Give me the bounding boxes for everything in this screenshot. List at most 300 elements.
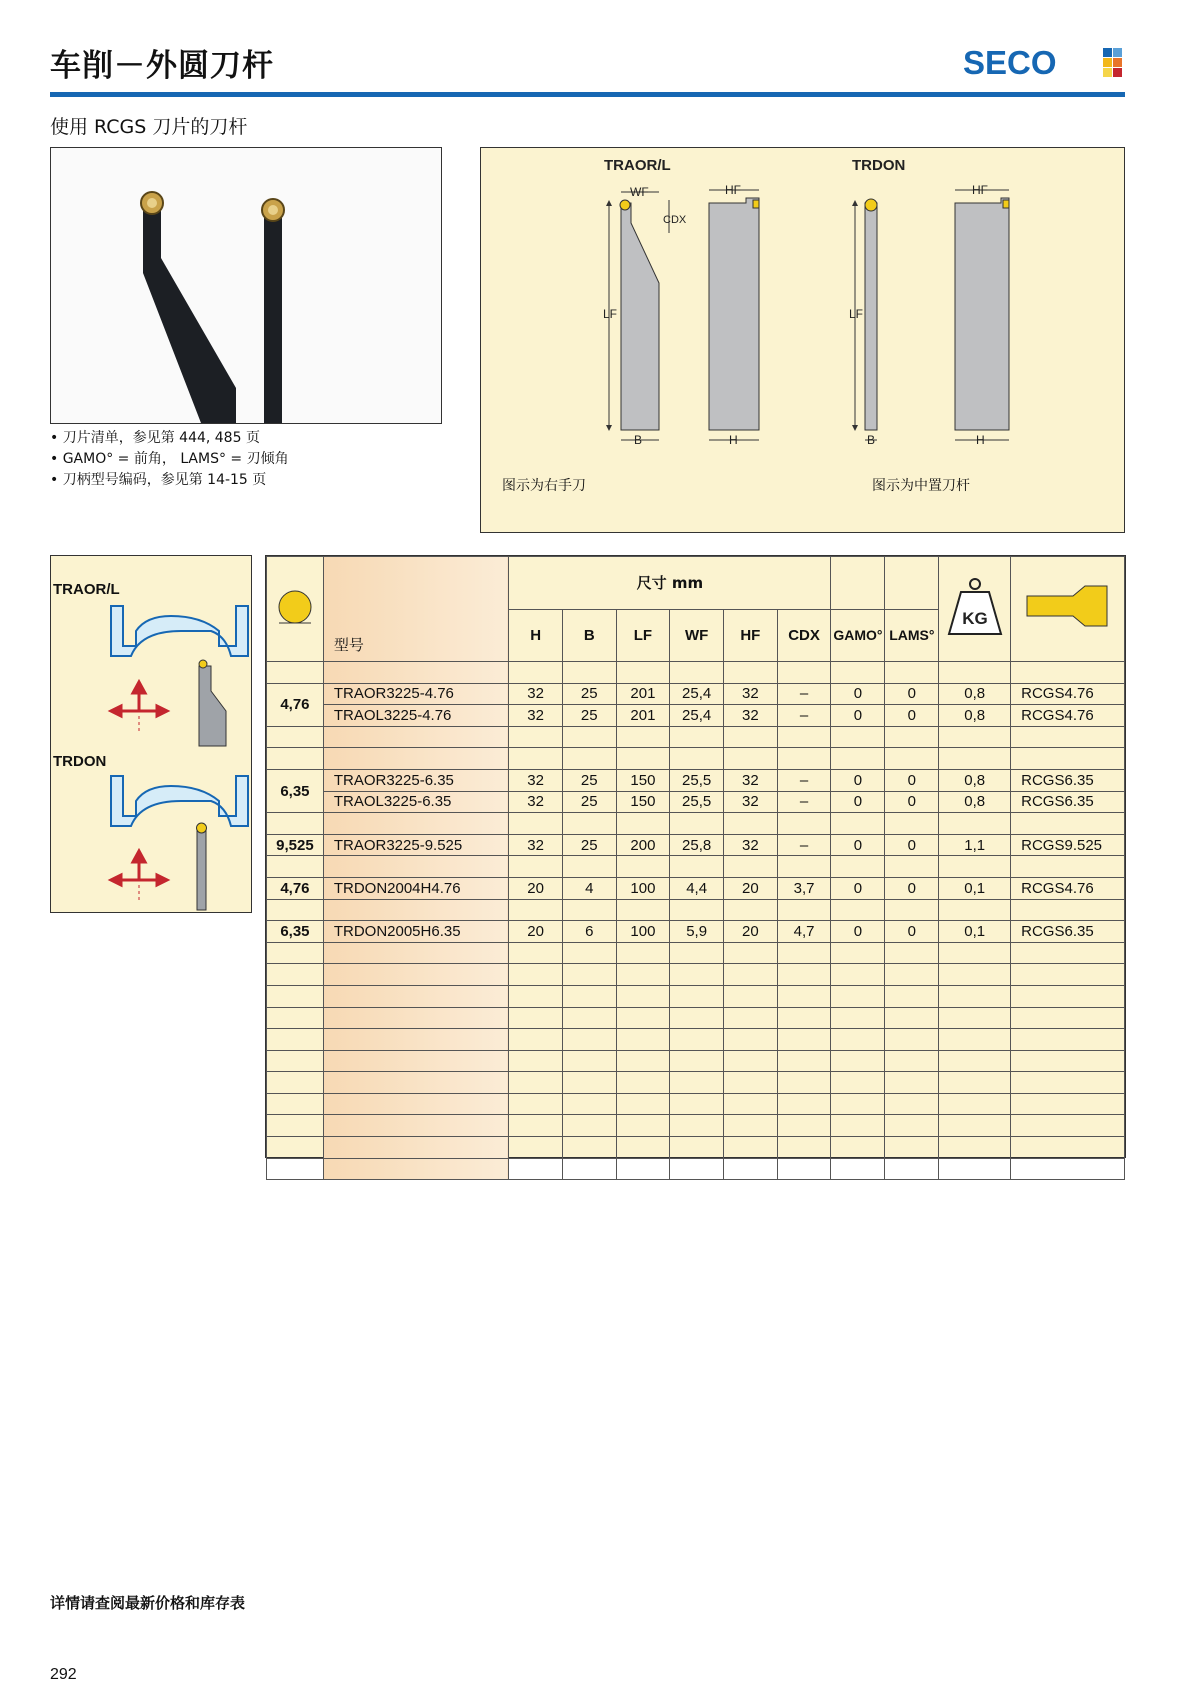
value-cell: 32 <box>509 834 563 856</box>
size-cell <box>267 1093 324 1115</box>
note-item: • GAMO° = 前角， LAMS° = 刃倾角 <box>50 451 289 467</box>
size-cell: 4,76 <box>267 877 324 899</box>
model-cell: TRAOR3225-6.35 <box>323 769 509 791</box>
size-cell <box>267 726 324 748</box>
value-cell: 200 <box>616 834 670 856</box>
value-cell <box>777 726 831 748</box>
value-cell <box>939 985 1011 1007</box>
value-cell <box>616 726 670 748</box>
value-cell: 4 <box>562 877 616 899</box>
value-cell <box>670 748 724 770</box>
dim-h-right: H <box>976 433 985 447</box>
value-cell <box>562 1158 616 1180</box>
size-cell <box>267 1050 324 1072</box>
insert-cell <box>1011 1137 1125 1159</box>
model-cell: TRDON2004H4.76 <box>323 877 509 899</box>
value-cell <box>670 1007 724 1029</box>
value-cell <box>777 899 831 921</box>
value-cell <box>777 985 831 1007</box>
insert-cell <box>1011 856 1125 878</box>
value-cell: 0 <box>831 683 885 705</box>
table-row <box>267 769 1125 791</box>
value-cell <box>616 1007 670 1029</box>
value-cell <box>616 1072 670 1094</box>
model-cell <box>323 942 509 964</box>
insert-cell: RCGS4.76 <box>1011 705 1125 727</box>
value-cell <box>562 748 616 770</box>
value-cell <box>885 964 939 986</box>
model-cell <box>323 1137 509 1159</box>
value-cell: 25 <box>562 791 616 813</box>
size-cell <box>267 985 324 1007</box>
value-cell <box>616 1093 670 1115</box>
value-cell <box>670 1115 724 1137</box>
value-cell <box>885 942 939 964</box>
value-cell <box>885 1158 939 1180</box>
value-cell <box>777 856 831 878</box>
lams-header-top <box>885 557 939 610</box>
value-cell <box>831 662 885 684</box>
model-cell <box>323 662 509 684</box>
value-cell <box>562 726 616 748</box>
value-cell: – <box>777 834 831 856</box>
col-header-lf: LF <box>616 610 670 662</box>
value-cell: 0 <box>831 921 885 943</box>
table-row <box>267 683 1125 705</box>
table-spacer-row <box>267 1115 1125 1137</box>
value-cell <box>777 662 831 684</box>
value-cell: 20 <box>509 921 563 943</box>
value-cell <box>616 662 670 684</box>
table-spacer-row <box>267 1158 1125 1180</box>
value-cell <box>885 1007 939 1029</box>
value-cell <box>939 964 1011 986</box>
col-header-gamo: GAMO° <box>831 610 885 662</box>
table-spacer-row <box>267 1050 1125 1072</box>
value-cell: 6 <box>562 921 616 943</box>
value-cell: 25,4 <box>670 683 724 705</box>
value-cell <box>724 1158 778 1180</box>
value-cell <box>509 899 563 921</box>
value-cell <box>939 662 1011 684</box>
value-cell <box>939 1007 1011 1029</box>
value-cell <box>885 985 939 1007</box>
value-cell <box>562 1072 616 1094</box>
value-cell: 32 <box>509 791 563 813</box>
value-cell <box>831 1115 885 1137</box>
value-cell <box>616 856 670 878</box>
value-cell <box>509 1050 563 1072</box>
value-cell <box>724 813 778 835</box>
table-spacer-row <box>267 748 1125 770</box>
dimension-diagram <box>480 147 1125 533</box>
value-cell <box>509 1029 563 1051</box>
value-cell <box>777 1050 831 1072</box>
note-item: • 刀柄型号编码，参见第 14-15 页 <box>50 472 267 488</box>
value-cell <box>777 1115 831 1137</box>
value-cell <box>670 1137 724 1159</box>
size-cell: 6,35 <box>267 921 324 943</box>
footer-note: 详情请查阅最新价格和库存表 <box>50 1594 246 1612</box>
value-cell <box>616 942 670 964</box>
toolholder-photo <box>51 148 441 423</box>
size-cell <box>267 1007 324 1029</box>
value-cell: 32 <box>724 791 778 813</box>
model-cell: TRAOR3225-9.525 <box>323 834 509 856</box>
value-cell <box>670 662 724 684</box>
insert-header <box>1011 557 1125 662</box>
value-cell <box>939 899 1011 921</box>
value-cell <box>509 1072 563 1094</box>
weight-label: KG <box>961 608 988 628</box>
model-cell: TRAOL3225-4.76 <box>323 705 509 727</box>
insert-cell <box>1011 964 1125 986</box>
size-cell <box>267 813 324 835</box>
value-cell: 4,4 <box>670 877 724 899</box>
value-cell <box>939 1093 1011 1115</box>
value-cell <box>939 726 1011 748</box>
model-cell: TRAOR3225-4.76 <box>323 683 509 705</box>
value-cell <box>670 726 724 748</box>
value-cell <box>885 1072 939 1094</box>
value-cell: 25,8 <box>670 834 724 856</box>
value-cell <box>885 726 939 748</box>
value-cell <box>831 748 885 770</box>
value-cell: 201 <box>616 683 670 705</box>
insert-cell <box>1011 899 1125 921</box>
insert-cell <box>1011 748 1125 770</box>
value-cell: 32 <box>724 834 778 856</box>
value-cell: – <box>777 705 831 727</box>
diagram-right-title: TRDON <box>852 157 906 174</box>
insert-cell <box>1011 662 1125 684</box>
insert-cell: RCGS4.76 <box>1011 877 1125 899</box>
value-cell <box>831 856 885 878</box>
application-panel <box>50 555 252 913</box>
value-cell: – <box>777 791 831 813</box>
insert-size-header <box>267 557 324 662</box>
value-cell <box>616 964 670 986</box>
value-cell <box>831 964 885 986</box>
value-cell: 3,7 <box>777 877 831 899</box>
value-cell <box>724 1072 778 1094</box>
insert-cell <box>1011 813 1125 835</box>
value-cell <box>831 1072 885 1094</box>
value-cell <box>885 1050 939 1072</box>
value-cell <box>885 1029 939 1051</box>
value-cell <box>831 1007 885 1029</box>
value-cell <box>724 1093 778 1115</box>
size-cell <box>267 1115 324 1137</box>
value-cell <box>509 985 563 1007</box>
value-cell: 25,4 <box>670 705 724 727</box>
insert-cell <box>1011 1029 1125 1051</box>
spec-table <box>266 556 1125 1180</box>
table-spacer-row <box>267 662 1125 684</box>
dim-lf-left: LF <box>603 307 618 321</box>
col-header-b: B <box>562 610 616 662</box>
diagram-caption-right: 图示为中置刀杆 <box>872 478 970 494</box>
dimension-group-header: 尺寸 mm <box>509 557 831 610</box>
value-cell: 4,7 <box>777 921 831 943</box>
value-cell <box>509 942 563 964</box>
value-cell <box>885 813 939 835</box>
model-cell <box>323 899 509 921</box>
size-cell <box>267 1158 324 1180</box>
product-photo <box>50 147 442 424</box>
value-cell: 32 <box>724 705 778 727</box>
value-cell <box>724 964 778 986</box>
value-cell: – <box>777 769 831 791</box>
insert-cell: RCGS6.35 <box>1011 769 1125 791</box>
value-cell <box>670 1050 724 1072</box>
insert-cell <box>1011 1072 1125 1094</box>
value-cell: 0 <box>831 834 885 856</box>
dim-lf-right: LF <box>849 307 864 321</box>
value-cell <box>562 1007 616 1029</box>
value-cell: 25 <box>562 769 616 791</box>
dim-h-left: H <box>729 433 738 447</box>
model-cell <box>323 1050 509 1072</box>
value-cell <box>509 964 563 986</box>
diagram-caption-left: 图示为右手刀 <box>502 478 586 494</box>
model-header: 型号 <box>323 557 509 662</box>
value-cell <box>724 1029 778 1051</box>
dim-cdx: CDX <box>663 214 687 226</box>
value-cell <box>831 1137 885 1159</box>
value-cell: 32 <box>509 683 563 705</box>
col-header-wf: WF <box>670 610 724 662</box>
note-item: • 刀片清单，参见第 444, 485 页 <box>50 430 260 446</box>
table-spacer-row <box>267 1072 1125 1094</box>
table-spacer-row <box>267 899 1125 921</box>
col-header-h: H <box>509 610 563 662</box>
value-cell: 150 <box>616 769 670 791</box>
size-cell <box>267 1137 324 1159</box>
value-cell: 0 <box>885 769 939 791</box>
value-cell: 150 <box>616 791 670 813</box>
side-label-top: TRAOR/L <box>53 581 120 598</box>
value-cell: 25,5 <box>670 769 724 791</box>
size-cell: 9,525 <box>267 834 324 856</box>
value-cell <box>562 964 616 986</box>
value-cell <box>509 1115 563 1137</box>
model-cell: TRAOL3225-6.35 <box>323 791 509 813</box>
model-cell <box>323 1158 509 1180</box>
dim-wf: WF <box>630 185 649 199</box>
value-cell <box>777 942 831 964</box>
value-cell <box>724 748 778 770</box>
value-cell <box>724 1115 778 1137</box>
table-spacer-row <box>267 813 1125 835</box>
value-cell <box>831 726 885 748</box>
insert-cell: RCGS4.76 <box>1011 683 1125 705</box>
value-cell <box>724 662 778 684</box>
value-cell <box>724 1050 778 1072</box>
size-cell <box>267 964 324 986</box>
value-cell <box>831 899 885 921</box>
value-cell: 0 <box>885 791 939 813</box>
value-cell: 25 <box>562 683 616 705</box>
value-cell <box>777 1137 831 1159</box>
value-cell <box>616 1050 670 1072</box>
value-cell <box>562 856 616 878</box>
value-cell <box>562 1050 616 1072</box>
notes-list <box>50 428 289 491</box>
value-cell: 25 <box>562 834 616 856</box>
side-label-bottom: TRDON <box>53 753 107 770</box>
value-cell: 201 <box>616 705 670 727</box>
value-cell <box>509 1093 563 1115</box>
value-cell <box>616 813 670 835</box>
value-cell <box>939 856 1011 878</box>
value-cell: 0 <box>885 834 939 856</box>
dim-b-right: B <box>867 433 876 447</box>
value-cell <box>562 1093 616 1115</box>
value-cell <box>831 1050 885 1072</box>
dim-b-left: B <box>634 433 643 447</box>
value-cell <box>939 942 1011 964</box>
value-cell <box>562 942 616 964</box>
value-cell <box>885 1137 939 1159</box>
value-cell <box>616 1115 670 1137</box>
value-cell: 100 <box>616 877 670 899</box>
dim-hf-left: HF <box>725 183 741 197</box>
value-cell: 0,8 <box>939 769 1011 791</box>
table-row <box>267 834 1125 856</box>
value-cell: 5,9 <box>670 921 724 943</box>
page-title: 车削－外圆刀杆 <box>50 48 274 84</box>
value-cell <box>670 899 724 921</box>
col-header-lams: LAMS° <box>885 610 939 662</box>
section-subtitle: 使用 RCGS 刀片的刀杆 <box>50 116 248 138</box>
value-cell <box>939 1115 1011 1137</box>
value-cell: 0 <box>885 705 939 727</box>
value-cell <box>670 1029 724 1051</box>
size-cell <box>267 662 324 684</box>
value-cell: 0 <box>831 769 885 791</box>
value-cell <box>616 748 670 770</box>
value-cell <box>831 1093 885 1115</box>
value-cell <box>777 1093 831 1115</box>
value-cell <box>616 1158 670 1180</box>
value-cell <box>939 1072 1011 1094</box>
model-cell <box>323 726 509 748</box>
value-cell <box>724 899 778 921</box>
size-cell <box>267 1072 324 1094</box>
weight-header <box>939 557 1011 662</box>
value-cell <box>562 1115 616 1137</box>
value-cell: 0 <box>831 791 885 813</box>
value-cell: 0 <box>885 877 939 899</box>
col-header-hf: HF <box>724 610 778 662</box>
value-cell <box>885 899 939 921</box>
model-cell <box>323 813 509 835</box>
value-cell <box>724 726 778 748</box>
table-row <box>267 705 1125 727</box>
size-cell <box>267 856 324 878</box>
value-cell: – <box>777 683 831 705</box>
value-cell: 25,5 <box>670 791 724 813</box>
value-cell <box>777 1029 831 1051</box>
value-cell <box>670 1072 724 1094</box>
seco-logo <box>963 44 1125 80</box>
value-cell <box>724 985 778 1007</box>
insert-cell <box>1011 942 1125 964</box>
value-cell <box>670 985 724 1007</box>
value-cell <box>724 1137 778 1159</box>
value-cell <box>885 1093 939 1115</box>
insert-cell <box>1011 1115 1125 1137</box>
value-cell <box>777 1072 831 1094</box>
model-cell <box>323 1115 509 1137</box>
value-cell <box>724 1007 778 1029</box>
table-spacer-row <box>267 1093 1125 1115</box>
header-rule <box>50 92 1125 97</box>
value-cell <box>616 1137 670 1159</box>
size-cell <box>267 1029 324 1051</box>
table-spacer-row <box>267 1007 1125 1029</box>
application-drawing <box>51 556 251 912</box>
diagram-left-title: TRAOR/L <box>604 157 671 174</box>
value-cell: 0 <box>885 683 939 705</box>
value-cell: 0,1 <box>939 877 1011 899</box>
value-cell: 20 <box>724 877 778 899</box>
value-cell <box>509 662 563 684</box>
value-cell <box>939 748 1011 770</box>
value-cell <box>939 1158 1011 1180</box>
model-cell <box>323 1029 509 1051</box>
value-cell <box>509 726 563 748</box>
value-cell <box>831 985 885 1007</box>
value-cell <box>562 1029 616 1051</box>
value-cell: 25 <box>562 705 616 727</box>
table-spacer-row <box>267 726 1125 748</box>
value-cell <box>509 813 563 835</box>
value-cell <box>509 1007 563 1029</box>
insert-cell <box>1011 1050 1125 1072</box>
value-cell <box>939 1137 1011 1159</box>
value-cell <box>939 813 1011 835</box>
value-cell: 100 <box>616 921 670 943</box>
value-cell <box>670 856 724 878</box>
insert-cell <box>1011 1007 1125 1029</box>
value-cell <box>562 1137 616 1159</box>
model-cell <box>323 1072 509 1094</box>
value-cell <box>509 856 563 878</box>
model-cell <box>323 748 509 770</box>
value-cell <box>670 1158 724 1180</box>
value-cell: 20 <box>724 921 778 943</box>
value-cell <box>777 964 831 986</box>
size-cell: 6,35 <box>267 769 324 812</box>
model-cell <box>323 1093 509 1115</box>
value-cell: 32 <box>509 705 563 727</box>
table-spacer-row <box>267 1137 1125 1159</box>
value-cell <box>885 662 939 684</box>
insert-cell <box>1011 1093 1125 1115</box>
insert-cell <box>1011 985 1125 1007</box>
value-cell: 32 <box>724 683 778 705</box>
table-spacer-row <box>267 856 1125 878</box>
value-cell <box>562 813 616 835</box>
value-cell: 0,8 <box>939 791 1011 813</box>
value-cell <box>724 942 778 964</box>
value-cell <box>670 813 724 835</box>
value-cell <box>939 1029 1011 1051</box>
value-cell <box>777 813 831 835</box>
table-spacer-row <box>267 1029 1125 1051</box>
